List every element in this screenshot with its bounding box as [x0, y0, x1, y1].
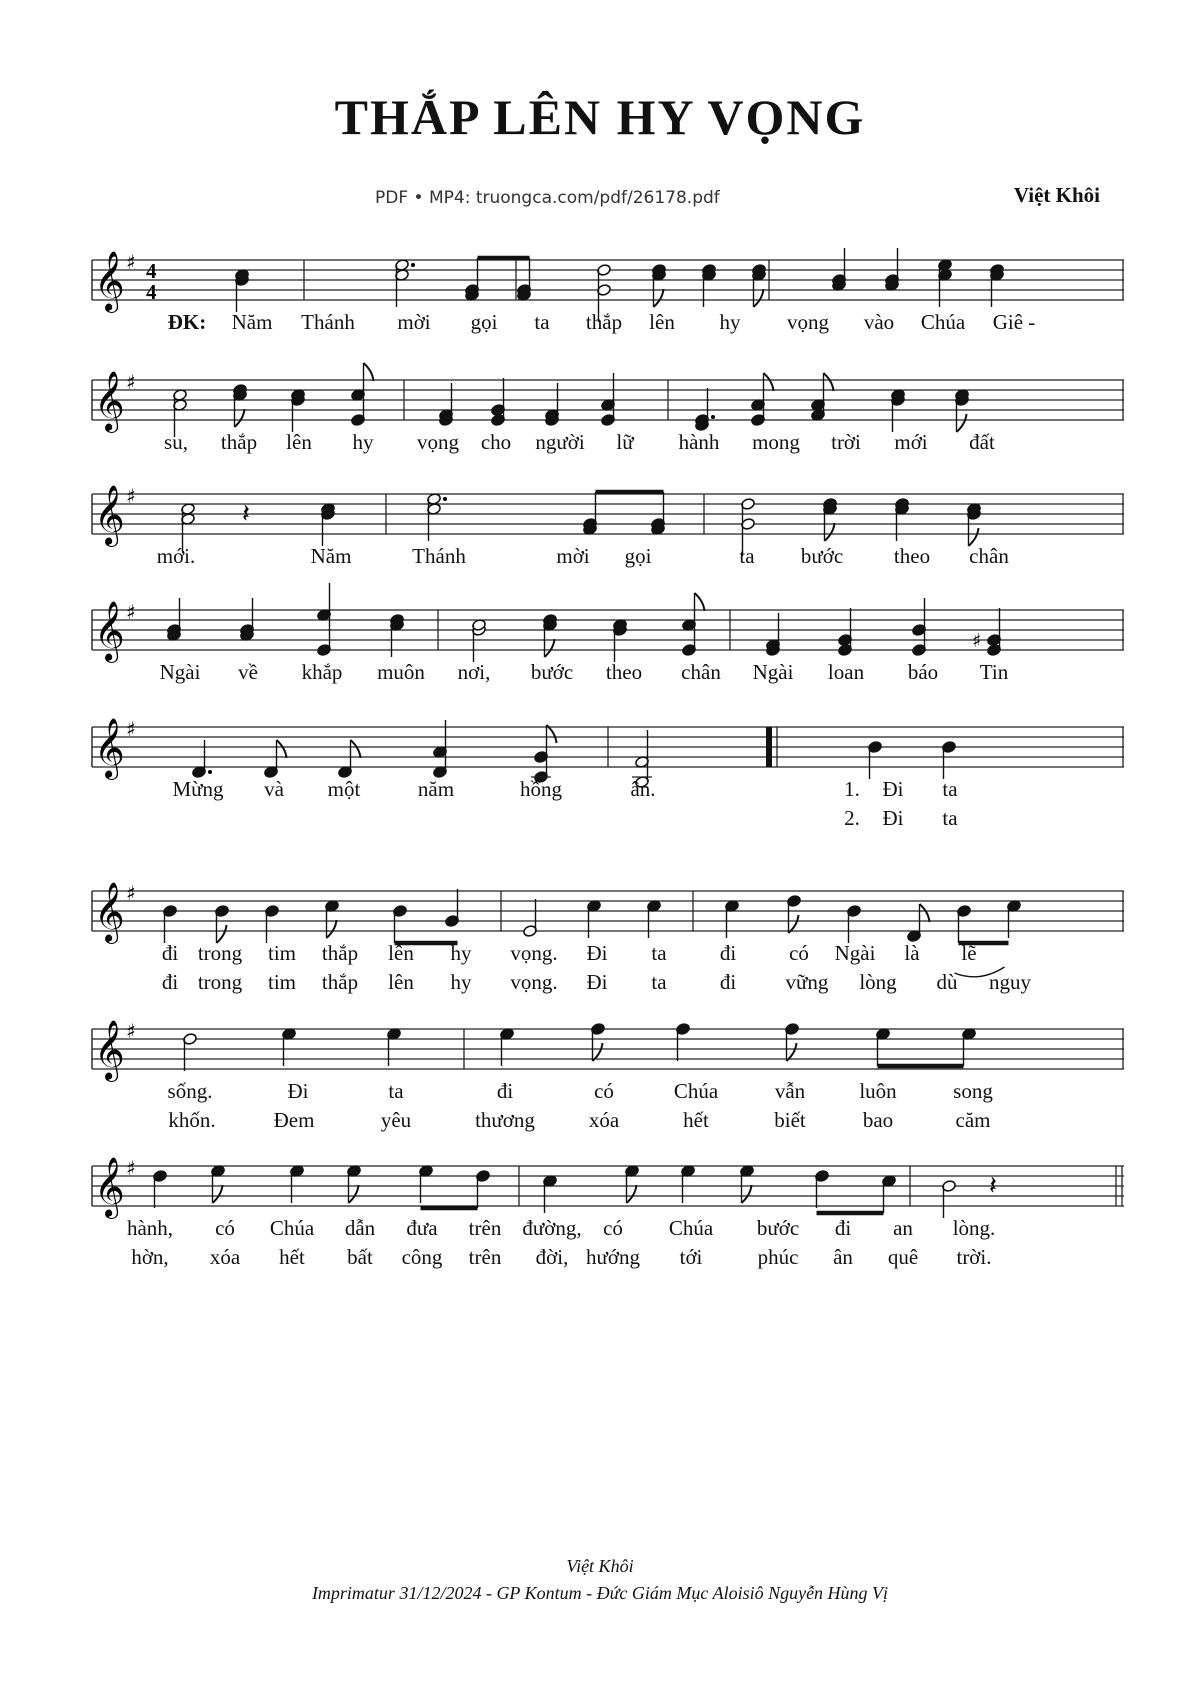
note [265, 905, 280, 943]
lyric-syllable: an [893, 1216, 913, 1240]
note [387, 1028, 402, 1066]
lyrics-line [92, 806, 1124, 834]
composer-name: Việt Khôi [1013, 183, 1100, 207]
lyrics-line [92, 1079, 1124, 1107]
lyric-syllable: ân [833, 1245, 853, 1269]
lyric-syllable: Ngài [752, 660, 794, 684]
lyric-syllable: su, [164, 430, 188, 454]
lyric-syllable: thương [475, 1108, 535, 1132]
lyric-syllable: vọng [787, 310, 829, 334]
lyric-syllable: ta [388, 1079, 404, 1103]
eighth-flag [364, 363, 374, 381]
lyric-syllable: trên [468, 1216, 502, 1240]
lyric-syllable: về [238, 660, 258, 684]
note [153, 1170, 168, 1208]
lyric-syllable: muôn [377, 660, 425, 684]
eighth-flag [654, 289, 664, 307]
staff-svg [92, 871, 1124, 951]
staff-svg [92, 474, 1124, 554]
lyric-syllable: có [603, 1216, 623, 1240]
lyric-syllable: hờn, [131, 1245, 169, 1269]
eighth-flag [351, 740, 361, 758]
note [972, 608, 1001, 656]
lyric-syllable: luôn [859, 1079, 897, 1103]
note [957, 905, 972, 943]
lyric-syllable: xóa [209, 1245, 241, 1269]
note [647, 900, 662, 938]
lyric-syllable: trời. [956, 1245, 992, 1269]
lyric-syllable: hy [450, 941, 472, 965]
treble-clef-icon: 𝄞 [94, 1157, 125, 1217]
footer-author: Việt Khôi [566, 1556, 634, 1576]
note [847, 905, 862, 943]
lyric-syllable: chân [681, 660, 721, 684]
lyric-syllable: khắp [301, 660, 343, 684]
lyric-syllable: vẫn [774, 1079, 806, 1103]
lyric-syllable: Đi [586, 941, 608, 965]
note [740, 1165, 755, 1203]
lyric-syllable: thắp [321, 970, 359, 994]
eighth-flag [277, 740, 287, 758]
lyric-syllable: đường, [522, 1216, 582, 1240]
staff-svg [92, 360, 1124, 440]
lyric-syllable: hy [719, 310, 741, 334]
lyric-syllable: thắp [220, 430, 258, 454]
sharp-accidental: ♯ [972, 630, 982, 652]
treble-clef-icon: 𝄞 [94, 882, 125, 942]
note [215, 905, 230, 943]
lyric-syllable: lên [388, 941, 414, 965]
lyric-syllable: Thánh [301, 310, 355, 334]
eighth-flag [235, 409, 245, 427]
lyric-syllable: có [594, 1079, 614, 1103]
lyric-syllable: nơi, [457, 660, 491, 684]
treble-clef-icon: 𝄞 [94, 601, 125, 661]
lyric-syllable: lữ [616, 430, 634, 454]
eighth-flag [787, 1043, 797, 1061]
eighth-flag [764, 373, 774, 391]
lyric-syllable: và [264, 777, 284, 801]
lyric-syllable: một [327, 777, 361, 801]
quarter-rest-icon: 𝄽 [989, 1171, 997, 1201]
treble-clef-icon: 𝄞 [94, 1020, 125, 1080]
footer-imprimatur: Imprimatur 31/12/2024 - GP Kontum - Đức Giám Mục Aloisiô Nguyễn Hùng Vị [311, 1583, 889, 1603]
eighth-flag [695, 593, 705, 611]
lyric-syllable: hành [678, 430, 720, 454]
note [676, 1023, 691, 1061]
note [476, 1170, 491, 1208]
lyric-syllable: đưa [406, 1216, 438, 1240]
note [962, 1028, 977, 1066]
note [523, 899, 538, 937]
lyric-syllable: bất [347, 1245, 373, 1269]
lyric-syllable: công [401, 1245, 443, 1269]
lyric-syllable: 1. [844, 777, 860, 801]
note [625, 1165, 640, 1203]
eighth-flag [789, 915, 799, 933]
eighth-flag [593, 1043, 603, 1061]
lyric-syllable: năm [417, 777, 455, 801]
lyric-syllable: tim [267, 970, 297, 994]
lyric-syllable: hy [450, 970, 472, 994]
note [433, 720, 448, 778]
key-signature-sharp: ♯ [126, 1019, 136, 1043]
note [325, 900, 340, 938]
lyric-syllable: ta [651, 941, 667, 965]
staff-svg [92, 240, 1124, 320]
key-signature-sharp: ♯ [126, 881, 136, 905]
key-signature-sharp: ♯ [126, 484, 136, 508]
lyric-syllable: Mừng [172, 777, 224, 801]
lyric-syllable: vọng. [510, 941, 558, 965]
note [815, 1170, 830, 1208]
lyrics-line [92, 941, 1124, 969]
staff-svg [92, 1146, 1124, 1226]
lyric-syllable: theo [605, 660, 643, 684]
eighth-flag [545, 639, 555, 657]
lyric-syllable: khốn. [168, 1108, 216, 1132]
lyric-syllable: quê [887, 1245, 919, 1269]
note [681, 1165, 696, 1203]
note [338, 740, 361, 778]
lyric-syllable: gọi [470, 310, 498, 334]
lyric-syllable: ta [942, 806, 958, 830]
lyric-syllable: Năm [310, 544, 352, 568]
lyric-syllable: trong [197, 941, 243, 965]
augmentation-dot [711, 415, 715, 419]
lyric-syllable: xóa [588, 1108, 620, 1132]
note [587, 900, 602, 938]
note [785, 1023, 800, 1061]
lyric-syllable: Thánh [412, 544, 466, 568]
lyric-syllable: nguy [989, 970, 1031, 994]
note [163, 905, 178, 943]
lyric-syllable: mời [397, 310, 431, 334]
lyric-syllable: đời, [535, 1245, 569, 1269]
note [882, 1175, 897, 1213]
lyric-syllable: lên [388, 970, 414, 994]
source-link[interactable]: PDF • MP4: truongca.com/pdf/26178.pdf [375, 188, 720, 208]
lyric-syllable: song [953, 1079, 993, 1103]
lyric-syllable: thắp [585, 310, 623, 334]
lyric-syllable: hành, [126, 1216, 174, 1240]
lyric-syllable: yêu [380, 1108, 412, 1132]
augmentation-dot [443, 497, 447, 501]
lyric-syllable: lên [286, 430, 312, 454]
key-signature-sharp: ♯ [126, 717, 136, 741]
lyric-syllable: Ngài [834, 941, 876, 965]
lyric-syllable: Chúa [269, 1216, 315, 1240]
lyric-syllable: Đem [273, 1108, 315, 1132]
lyric-syllable: Đi [882, 806, 904, 830]
key-signature-sharp: ♯ [126, 250, 136, 274]
lyric-syllable: người [535, 430, 585, 454]
lyric-syllable: đi [719, 970, 737, 994]
lyric-syllable: lòng [859, 970, 897, 994]
lyric-syllable: Giê - [992, 310, 1036, 334]
lyric-syllable: mong [752, 430, 800, 454]
note [912, 598, 927, 656]
lyric-syllable: sống. [167, 1079, 213, 1103]
lyric-syllable: Tin [979, 660, 1009, 684]
time-signature-bottom: 4 [146, 280, 157, 304]
eighth-flag [825, 523, 835, 541]
time-signature-top: 4 [146, 259, 157, 283]
eighth-flag [547, 725, 557, 743]
lyric-syllable: ĐK: [167, 310, 207, 334]
lyric-syllable: mời [556, 544, 590, 568]
note [838, 608, 853, 656]
staff-system [92, 1009, 1124, 1149]
lyric-syllable: biết [774, 1108, 806, 1132]
note [591, 1023, 606, 1061]
eighth-flag [349, 1185, 359, 1203]
lyric-syllable: đi [496, 1079, 514, 1103]
lyric-syllable: lẽ [961, 941, 977, 965]
lyric-syllable: lên [649, 310, 675, 334]
lyric-syllable: Chúa [673, 1079, 719, 1103]
note [942, 741, 957, 779]
lyric-syllable: bao [862, 1108, 894, 1132]
lyric-syllable: đi [161, 941, 179, 965]
lyric-syllable: tim [267, 941, 297, 965]
lyric-syllable: ta [942, 777, 958, 801]
note [1007, 900, 1022, 938]
lyric-syllable: đi [161, 970, 179, 994]
lyric-syllable: mới. [156, 544, 196, 568]
lyric-syllable: Đi [287, 1079, 309, 1103]
note [211, 1165, 226, 1203]
lyric-syllable: bước [756, 1216, 800, 1240]
lyric-syllable: ta [739, 544, 755, 568]
eighth-flag [213, 1185, 223, 1203]
lyric-syllable: dẫn [344, 1216, 376, 1240]
lyric-syllable: báo [907, 660, 939, 684]
augmentation-dot [411, 263, 415, 267]
lyric-syllable: tới [679, 1245, 703, 1269]
lyrics-line [92, 1245, 1124, 1273]
lyric-syllable: đi [719, 941, 737, 965]
treble-clef-icon: 𝄞 [94, 251, 125, 311]
lyric-syllable: hồng [520, 777, 562, 801]
lyric-syllable: ta [651, 970, 667, 994]
note [682, 593, 705, 656]
eighth-flag [920, 904, 930, 922]
staff-system [92, 707, 1124, 847]
staff-svg [92, 590, 1124, 670]
lyric-syllable: có [215, 1216, 235, 1240]
note [393, 905, 408, 943]
key-signature-sharp: ♯ [126, 1156, 136, 1180]
staff-svg [92, 707, 1124, 787]
note [264, 740, 287, 778]
lyric-syllable: căm [955, 1108, 991, 1132]
treble-clef-icon: 𝄞 [94, 371, 125, 431]
lyric-syllable: có [789, 941, 809, 965]
song-title: THẮP LÊN HY VỌNG [334, 89, 866, 145]
lyric-syllable: hết [279, 1245, 305, 1269]
lyrics-line [92, 777, 1124, 805]
eighth-flag [742, 1185, 752, 1203]
lyric-syllable: thắp [321, 941, 359, 965]
lyric-syllable: hết [683, 1108, 709, 1132]
quarter-rest-icon: 𝄽 [242, 499, 250, 529]
lyric-syllable: vào [863, 310, 895, 334]
lyrics-line [92, 430, 1124, 458]
lyric-syllable: chân [969, 544, 1009, 568]
lyric-syllable: mới [894, 430, 928, 454]
lyric-syllable: vững [785, 970, 829, 994]
lyrics-line [92, 1216, 1124, 1244]
lyric-syllable: Chúa [920, 310, 966, 334]
note [543, 1175, 558, 1213]
note [419, 1165, 434, 1203]
note [347, 1165, 362, 1203]
note [907, 904, 930, 942]
lyric-syllable: là [904, 941, 920, 965]
lyric-syllable: trong [197, 970, 243, 994]
note [876, 1028, 891, 1066]
lyric-syllable: hướng [586, 1245, 640, 1269]
eighth-flag [627, 1185, 637, 1203]
staff-svg [92, 1009, 1124, 1089]
note [445, 889, 460, 927]
lyric-syllable: lòng. [952, 1216, 996, 1240]
lyrics-line [92, 660, 1124, 688]
note [282, 1028, 297, 1066]
lyric-syllable: loan [827, 660, 865, 684]
lyrics-line [92, 970, 1124, 998]
note [351, 363, 374, 426]
augmentation-dot [208, 770, 212, 774]
lyric-syllable: bước [530, 660, 574, 684]
lyric-syllable: Đi [586, 970, 608, 994]
staff-system [92, 240, 1124, 380]
lyric-syllable: vọng. [510, 970, 558, 994]
double-barline [766, 727, 772, 767]
note [500, 1028, 515, 1066]
note [491, 378, 506, 426]
lyric-syllable: trời [831, 430, 861, 454]
lyric-syllable: ân. [630, 777, 656, 801]
note [531, 725, 557, 783]
lyric-syllable: Đi [882, 777, 904, 801]
lyric-syllable: theo [893, 544, 931, 568]
treble-clef-icon: 𝄞 [94, 718, 125, 778]
note [942, 1180, 957, 1218]
lyrics-line [92, 310, 1124, 338]
lyric-syllable: ta [534, 310, 550, 334]
lyric-syllable: hy [352, 430, 374, 454]
lyric-syllable: cho [480, 430, 512, 454]
eighth-flag [327, 920, 337, 938]
lyric-syllable: gọi [624, 544, 652, 568]
note [725, 900, 740, 938]
eighth-flag [824, 373, 834, 391]
treble-clef-icon: 𝄞 [94, 485, 125, 545]
key-signature-sharp: ♯ [126, 600, 136, 624]
note [868, 741, 883, 779]
note [290, 1165, 305, 1203]
lyric-syllable: bước [800, 544, 844, 568]
lyric-syllable: Ngài [159, 660, 201, 684]
note [787, 895, 802, 933]
lyric-syllable: Năm [231, 310, 273, 334]
lyric-syllable: dù [936, 970, 958, 994]
staff-system [92, 1146, 1124, 1286]
lyrics-line [92, 544, 1124, 572]
lyric-syllable: trên [468, 1245, 502, 1269]
eighth-flag [754, 289, 764, 307]
lyric-syllable: 2. [844, 806, 860, 830]
lyric-syllable: phúc [757, 1245, 799, 1269]
lyric-syllable: đi [834, 1216, 852, 1240]
note [192, 740, 212, 778]
lyric-syllable: đất [969, 430, 995, 454]
lyric-syllable: Chúa [668, 1216, 714, 1240]
lyric-syllable: vọng [417, 430, 459, 454]
key-signature-sharp: ♯ [126, 370, 136, 394]
note [183, 1033, 198, 1071]
staff-system [92, 871, 1124, 1011]
lyrics-line [92, 1108, 1124, 1136]
